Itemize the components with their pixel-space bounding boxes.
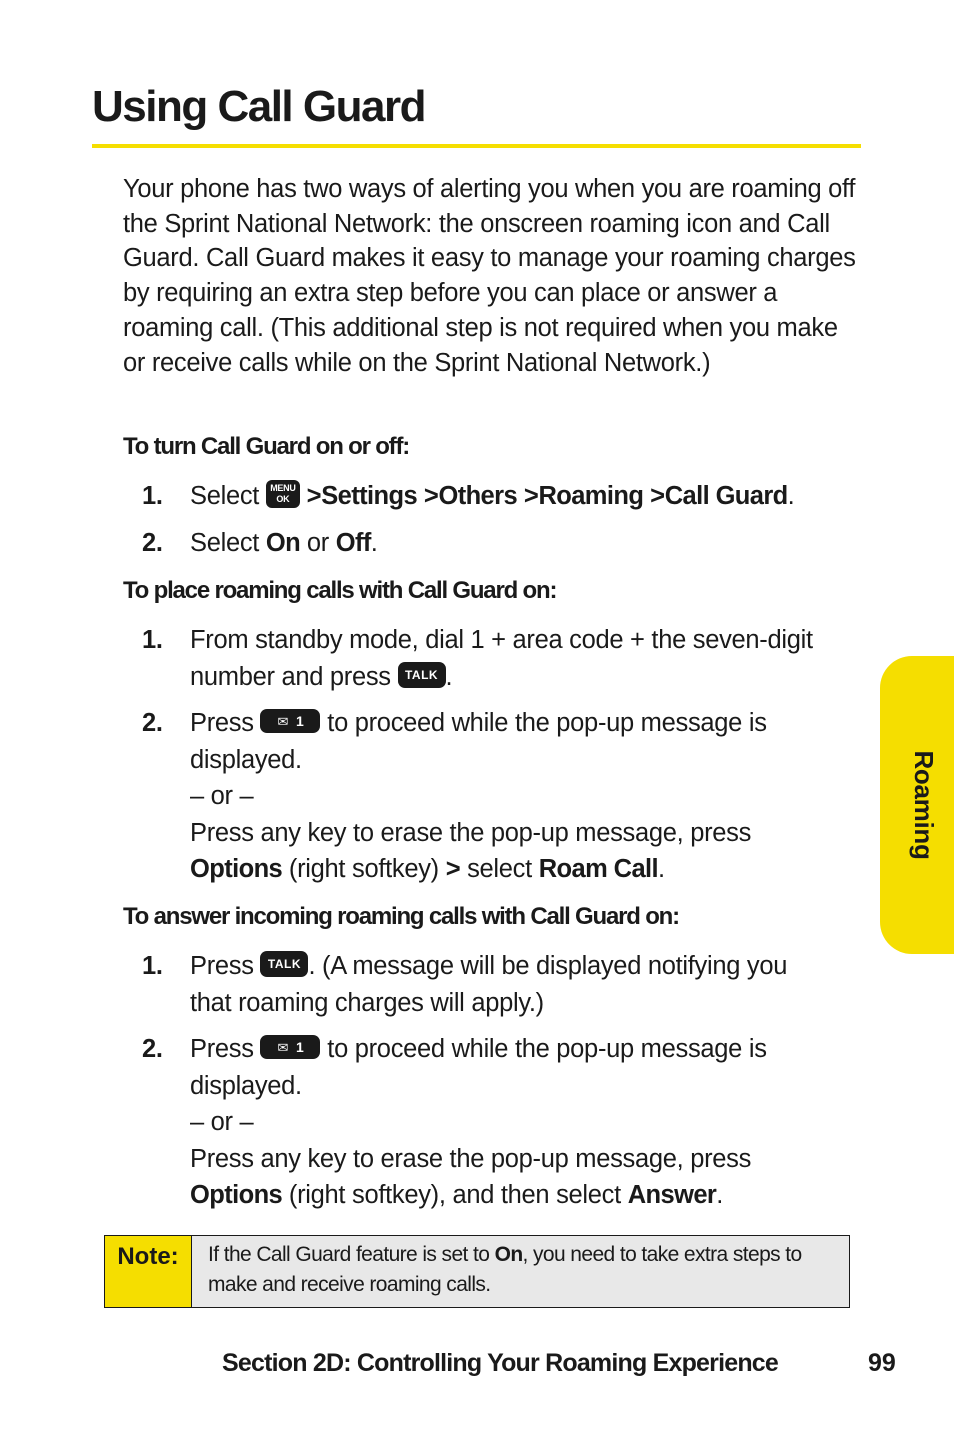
note-on: On (494, 1243, 523, 1266)
step-text: to proceed while the pop-up message is (327, 1035, 767, 1063)
step-body (190, 948, 860, 1021)
one-key-label: 1 (296, 1039, 304, 1056)
option-on: On (265, 529, 301, 557)
note-text-after: , you need to take extra steps to make and receive roaming calls. (208, 1243, 802, 1296)
path-roaming: Roaming (538, 482, 644, 510)
envelope-icon: ✉ (277, 1040, 289, 1056)
footer-page-number: 99 (868, 1349, 896, 1377)
step-line (190, 659, 860, 696)
step-line (190, 705, 860, 742)
end-punct: . (370, 529, 378, 557)
roam-call-option: Roam Call (538, 855, 659, 884)
step-body (190, 1031, 860, 1214)
press-text: Press (190, 1035, 254, 1063)
step-line: displayed. (190, 1071, 302, 1100)
step-body (190, 525, 860, 562)
or-separator: – or – (190, 1108, 254, 1137)
step-number: 2. (142, 529, 163, 557)
path-separator: > (650, 482, 665, 510)
title-rule (92, 144, 861, 148)
select-text: Select (190, 529, 260, 557)
page-title: Using Call Guard (92, 82, 425, 131)
path-separator: > (445, 855, 461, 884)
path-separator: > (523, 482, 539, 510)
or-text: or (306, 529, 329, 557)
talk-key-icon: TALK (398, 662, 446, 688)
press-text: Press (190, 952, 254, 980)
footer-section-title: Section 2D: Controlling Your Roaming Experience (222, 1349, 779, 1377)
path-settings: Settings (321, 482, 418, 510)
subhead-answer-calls: To answer incoming roaming calls with Call Guard on: (123, 903, 679, 930)
step-body (190, 478, 860, 515)
note-text-before: If the Call Guard feature is set to (208, 1243, 490, 1266)
end-punct: . (658, 855, 665, 884)
intro-paragraph: Your phone has two ways of alerting you when you are roaming off the Sprint National Network: the onscreen roaming icon and Call Guard. Call Guard makes it easy to manage your roaming charges by requiring an extra step before you can place or answer a roaming call. (This additional step is not required when you make or receive calls while on the Sprint National Network.) (123, 175, 856, 377)
step-line: displayed. (190, 745, 302, 774)
step-text: select (467, 855, 532, 884)
step-text: (right softkey), and then select (288, 1181, 621, 1210)
end-punct: . (445, 662, 453, 691)
step-line: From standby mode, dial 1 + area code + the seven-digit (190, 626, 813, 654)
ok-key-label: OK (276, 494, 290, 505)
options-softkey: Options (190, 1181, 283, 1210)
path-others: Others (438, 482, 518, 510)
select-text: Select (190, 482, 260, 510)
path-separator: > (306, 482, 322, 510)
note-text (208, 1240, 838, 1300)
step-number: 1. (142, 952, 163, 980)
step-number: 2. (142, 709, 163, 737)
option-off: Off (335, 529, 371, 557)
step-line: Press any key to erase the pop-up message, press (190, 818, 752, 847)
step-text: . (A message will be displayed notifying you (308, 952, 788, 980)
or-separator: – or – (190, 782, 254, 811)
side-tab-roaming (880, 656, 954, 954)
step-text: (right softkey) (288, 855, 439, 884)
step-body (190, 705, 860, 888)
options-softkey: Options (190, 855, 283, 884)
step-line (190, 851, 860, 888)
step-line (190, 1177, 860, 1214)
answer-option: Answer (627, 1181, 717, 1210)
press-text: Press (190, 709, 254, 737)
step-line (190, 948, 860, 985)
step-line: Press any key to erase the pop-up message, press (190, 1144, 752, 1173)
subhead-turn-call-guard: To turn Call Guard on or off: (123, 433, 410, 460)
subhead-place-calls: To place roaming calls with Call Guard on: (123, 577, 557, 604)
step-line: that roaming charges will apply.) (190, 988, 544, 1017)
end-punct: . (787, 482, 795, 510)
step-text: number and press (190, 662, 391, 691)
path-call-guard: Call Guard (664, 482, 788, 510)
menu-ok-key-icon (266, 480, 300, 508)
envelope-icon: ✉ (277, 714, 289, 730)
side-tab-label: Roaming (909, 750, 939, 860)
end-punct: . (716, 1181, 724, 1210)
menu-key-label: MENU (270, 483, 296, 494)
step-number: 1. (142, 482, 163, 510)
talk-key-icon: TALK (260, 951, 308, 977)
one-key-icon (260, 709, 320, 733)
one-key-label: 1 (296, 713, 304, 730)
note-label: Note: (105, 1236, 192, 1307)
step-body (190, 622, 860, 695)
note-box (104, 1235, 850, 1308)
step-number: 2. (142, 1035, 163, 1063)
step-number: 1. (142, 626, 163, 654)
step-text: to proceed while the pop-up message is (327, 709, 767, 737)
step-line (190, 1031, 860, 1068)
path-separator: > (423, 482, 439, 510)
one-key-icon (260, 1035, 320, 1059)
